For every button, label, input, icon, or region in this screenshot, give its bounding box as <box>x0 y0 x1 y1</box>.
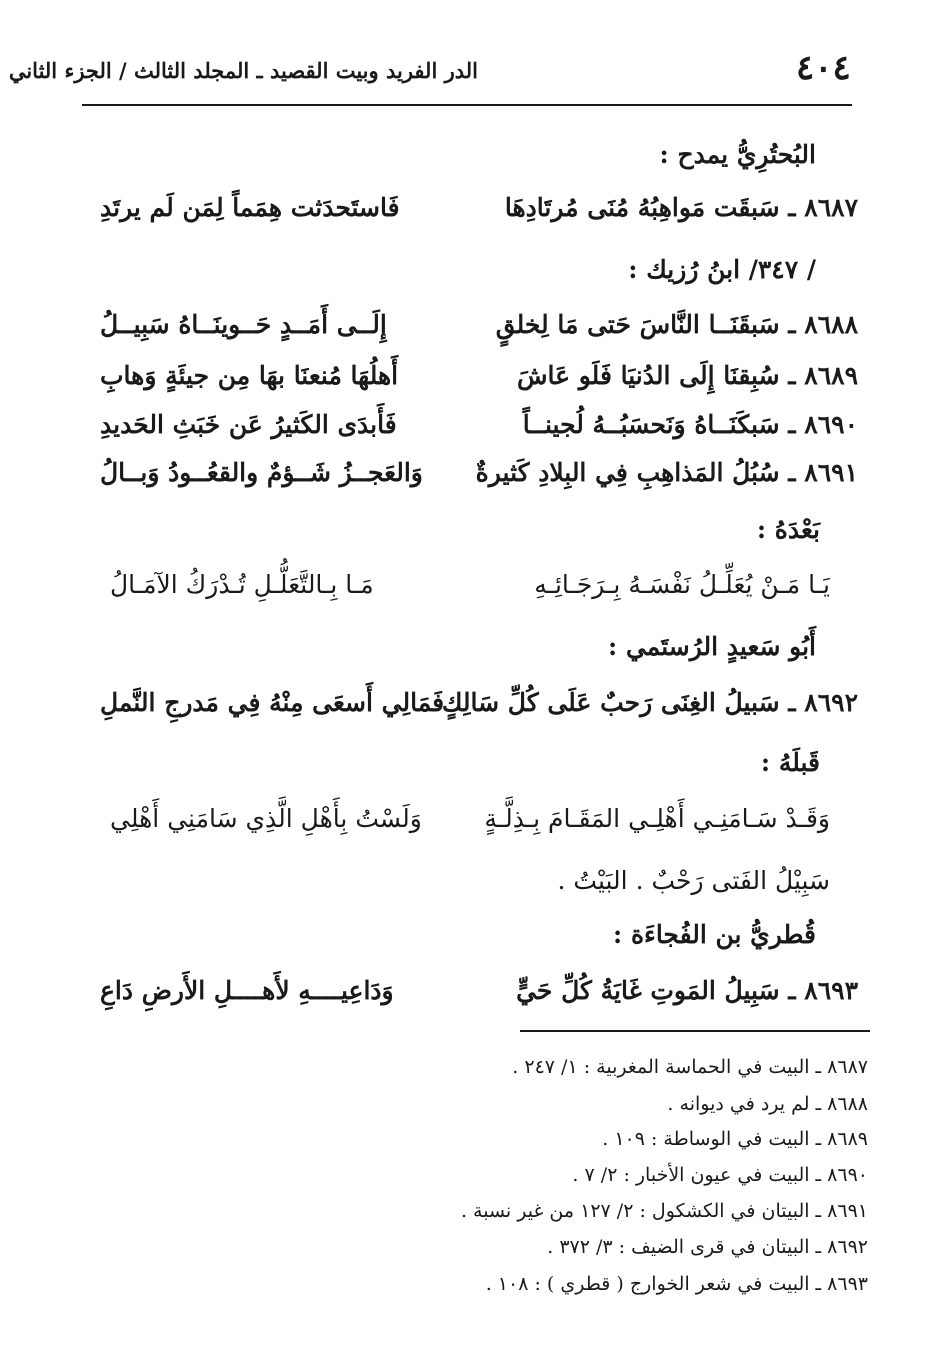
header-rule <box>82 104 852 106</box>
poet-heading-abu-said: أَبُو سَعيدٍ الرُستَمي : <box>608 632 816 661</box>
footnote-8691: ٨٦٩١ ـ البيتان في الكشكول : ٢/ ١٢٧ من غير نسبة . <box>460 1200 868 1222</box>
verse-number: ٨٦٩٠ <box>804 410 858 439</box>
verse-number: ٨٦٩١ <box>804 458 858 487</box>
footnote-8688: ٨٦٨٨ ـ لم يرد في ديوانه . <box>667 1093 868 1115</box>
sabilu-line: سَبِيْلُ الفَتى رَحْبٌ . البَيْتُ . <box>557 866 830 895</box>
verse-8692-second-hemistich: فَمَالِي أَسعَى مِنْهُ فِي مَدرجِ النَّملِ <box>100 688 445 717</box>
verse-number: ٨٦٨٨ <box>804 310 858 339</box>
footnote-8692: ٨٦٩٢ ـ البيتان في قرى الضيف : ٣/ ٣٧٢ . <box>547 1236 868 1258</box>
verse-8689-second-hemistich: أَهلُهَا مُنعنَا بهَا مِن جيئَةٍ وَهابِ <box>100 361 399 390</box>
verse-number: ٨٦٨٧ <box>804 193 858 222</box>
hemistich-text: ـ سَبقَت مَواهِبُهُ مُنَى مُرتَادِهَا <box>504 193 796 222</box>
verse-ya-man <box>110 570 830 610</box>
verse-8690-first-hemistich <box>523 410 858 439</box>
verse-8690 <box>100 410 858 450</box>
verse-8692 <box>100 688 858 728</box>
verse-ya-man-second-hemistich: مَـا بِـالتَّعَلُّـلِ تُـدْرَكُ الآمَـالُ <box>110 570 374 599</box>
hemistich-text: ـ سَبقَنَــا النَّاسَ حَتى مَا لِخلقٍ <box>495 310 796 339</box>
verse-8687-second-hemistich: فَاستَحدَثت هِمَماً لِمَن لَم يرتَدِ <box>100 193 400 222</box>
verse-8693-first-hemistich <box>516 976 858 1005</box>
hemistich-text: ـ سُبِقنَا إِلَى الدُنيَا فَلَو عَاشَ <box>517 361 796 390</box>
footnote-8693: ٨٦٩٣ ـ البيت في شعر الخوارج ( قطري ) : ١٠٨ . <box>485 1273 868 1295</box>
hemistich-text: ـ سُبُلُ المَذاهِبِ فِي البِلادِ كَثيرةٌ <box>475 458 796 487</box>
running-title: الدر الفريد وبيت القصيد ـ المجلد الثالث / الجزء الثاني <box>8 58 478 83</box>
verse-number: ٨٦٩٣ <box>804 976 858 1005</box>
hemistich-text: ـ سَبكَنَــاهُ وَنَحسَبُــهُ لُجينــاً <box>522 410 796 439</box>
verse-waqad <box>110 804 830 844</box>
verse-waqad-first-hemistich: وَقَـدْ سَـامَنِـي أَهْلِـي المَقَـامَ بِـذِلَّـةٍ <box>484 804 830 833</box>
verse-8690-second-hemistich: فَأَبدَى الكَثيرُ عَن خَبَثِ الحَديدِ <box>100 410 397 439</box>
footnote-8690: ٨٦٩٠ ـ البيت في عيون الأخبار : ٢/ ٧ . <box>572 1164 868 1186</box>
verse-8691 <box>100 458 858 498</box>
verse-8687-first-hemistich <box>505 193 858 222</box>
hemistich-text: ـ سَبيلُ الغِنَى رَحبٌ عَلَى كُلِّ سَالِكٍ <box>441 688 796 717</box>
verse-8689 <box>100 361 858 401</box>
verse-8689-first-hemistich <box>517 361 858 390</box>
verse-number: ٨٦٩٢ <box>804 688 858 717</box>
verse-8688 <box>100 310 858 350</box>
note-qablahu: قَبلَهُ : <box>760 748 820 777</box>
verse-number: ٨٦٨٩ <box>804 361 858 390</box>
verse-8693 <box>100 976 858 1016</box>
page-number: ٤٠٤ <box>796 48 851 88</box>
verse-8691-second-hemistich: وَالعَجــزُ شَــؤمٌ والقعُــودُ وَبــالُ <box>100 458 423 487</box>
poet-heading-buhturi: البُحتُرِيُّ يمدح : <box>659 140 816 169</box>
verse-8688-second-hemistich: إِلَــى أَمَــدٍ حَــوينَــاهُ سَبِيــلُ <box>100 310 387 339</box>
verse-8687 <box>100 193 858 233</box>
footnote-rule <box>520 1030 870 1032</box>
poet-heading-qatari: قُطريُّ بن الفُجاءَة : <box>613 920 816 949</box>
verse-8688-first-hemistich <box>496 310 858 339</box>
hemistich-text: ـ سَبِيلُ المَوتِ غَايَةُ كُلِّ حَيٍّ <box>516 976 796 1005</box>
verse-8692-first-hemistich <box>442 688 858 717</box>
footnote-8687: ٨٦٨٧ ـ البيت في الحماسة المغربية : ١/ ٢٤٧ . <box>512 1056 868 1078</box>
verse-8691-first-hemistich <box>476 458 858 487</box>
verse-waqad-second-hemistich: وَلَسْتُ بِأَهْلِ الَّذِي سَامَنِي أَهْلِي <box>110 804 422 833</box>
footnote-8689: ٨٦٨٩ ـ البيت في الوساطة : ١٠٩ . <box>602 1128 868 1150</box>
poet-heading-ibn-ruzzik: / ٣٤٧/ ابنُ رُزيك : <box>628 255 816 284</box>
verse-ya-man-first-hemistich: يَـا مَـنْ يُعَلِّـلُ نَفْسَـهُ بِـرَجَـائِـهِ <box>534 570 830 599</box>
note-badahu: بَعْدَهُ : <box>756 515 820 544</box>
verse-8693-second-hemistich: وَدَاعِيــــهِ لأَهــــلِ الأَرضِ دَاعِ <box>100 976 394 1005</box>
